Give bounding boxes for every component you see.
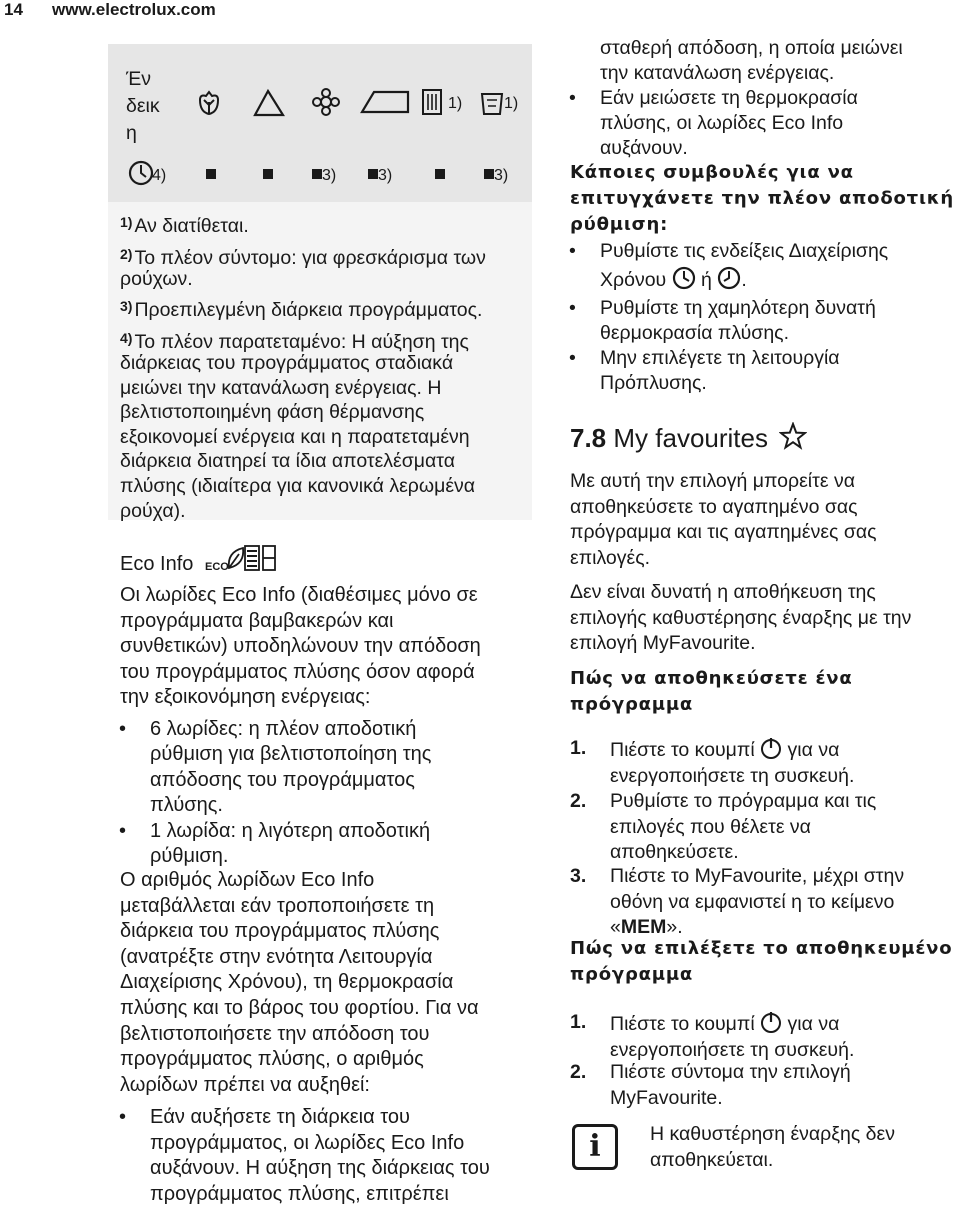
- text-line: Η καθυστέρηση έναρξης δεν: [650, 1123, 895, 1145]
- section-title: My favourites: [613, 423, 768, 453]
- text-fragment: .: [741, 269, 747, 291]
- text-line: πρόγραμμα: [570, 964, 694, 985]
- option-available-mark: [206, 169, 216, 179]
- iron-icon: [252, 88, 286, 118]
- text-line: Διαχείρισης Χρόνου), τη θερμοκρασία: [120, 971, 454, 994]
- text-line: ρούχα).: [120, 499, 186, 522]
- text-line: την εξοικονόμηση ενέργειας:: [120, 686, 371, 709]
- eco-info-intro: [120, 583, 540, 711]
- page-number: 14: [4, 0, 23, 19]
- text-line: Ο αριθμός λωρίδων Eco Info: [120, 869, 375, 891]
- eco-info-title: Eco Info: [120, 553, 194, 575]
- footnote-number: 4): [120, 330, 133, 346]
- text-line: Με αυτή την επιλογή μπορείτε να: [570, 470, 855, 492]
- text-line: Πιέστε το MyFavourite, μέχρι στην: [610, 865, 905, 887]
- select-program-heading: [570, 936, 955, 988]
- text-line: προγράμματος πλύσης, ο αριθμός: [120, 1048, 424, 1071]
- text-line: επιλογής καθυστέρησης έναρξης με την: [570, 606, 912, 629]
- text-line: ενεργοποιήσετε τη συσκευή.: [610, 1038, 855, 1061]
- bullet-mark: •: [569, 240, 576, 262]
- eco-info-paragraph: [120, 868, 540, 1098]
- text-line: αυξάνουν. Η αύξηση της διάρκειας του: [150, 1157, 490, 1180]
- footnote-text: Προεπιλεγμένη διάρκεια προγράμματος.: [134, 299, 483, 321]
- text-line: λωρίδων πρέπει να αυξηθεί:: [120, 1073, 370, 1096]
- tips-heading: [570, 160, 955, 238]
- option-available-mark: [484, 169, 494, 179]
- info-icon: i: [572, 1124, 618, 1170]
- text-line: 1 λωρίδα: η λιγότερη αποδοτική: [150, 820, 431, 842]
- text-line: εξοικονομεί ενέργεια και η παρατεταμένη: [120, 425, 470, 448]
- save-step-1: [570, 736, 955, 792]
- text-line: επιλογή MyFavourite.: [570, 632, 756, 655]
- text-fragment: για να: [787, 739, 840, 761]
- drop-snowflake-icon: [312, 88, 340, 116]
- time-manager-icon: [128, 160, 154, 186]
- option-available-mark: [368, 169, 378, 179]
- text-line: βελτιστοποιήσετε την απόδοση του: [120, 1022, 430, 1045]
- tip-lowest-temp: [569, 296, 955, 346]
- text-line: μεταβάλλεται εάν τροποποιήσετε τη: [120, 894, 435, 917]
- footnote-text: Το πλέον σύντομο: για φρεσκάρισμα των: [134, 247, 486, 269]
- text-line: Πρόπλυσης.: [600, 371, 707, 394]
- text-line: [610, 1010, 854, 1038]
- text-line: πλύσης, οι λωρίδες Eco Info: [600, 111, 844, 134]
- text-line: πλύσης και το βάρος του φορτίου. Για να: [120, 996, 479, 1019]
- text-fragment: ή: [701, 269, 712, 291]
- text-fragment: Χρόνου: [600, 269, 667, 291]
- bullet-mark: •: [119, 1106, 127, 1128]
- footnote-number: 1): [120, 214, 133, 230]
- text-line: προγράμματος, οι λωρίδες Eco Info: [150, 1131, 465, 1154]
- text-line: ρύθμιση για βελτιστοποίηση της: [150, 743, 432, 766]
- text-line: ενεργοποιήσετε τη συσκευή.: [610, 764, 855, 787]
- save-step-3: [570, 864, 955, 944]
- text-line: επιλογές.: [570, 546, 651, 569]
- select-step-1: [570, 1010, 955, 1066]
- table-row-label-line: η: [126, 122, 137, 144]
- footnote-text: Αν διατίθεται.: [134, 215, 249, 237]
- text-line: 6 λωρίδες: η πλέον αποδοτική: [150, 718, 417, 740]
- step-number: 1.: [570, 737, 587, 759]
- footnote-ref: 3): [494, 167, 509, 184]
- bullet-mark: •: [119, 820, 127, 842]
- option-available-mark: [263, 169, 273, 179]
- text-line: αποθηκεύσετε.: [610, 841, 739, 864]
- favourites-intro: [570, 469, 955, 571]
- table-row-label-line: Έν: [126, 68, 152, 90]
- text-line: σταθερή απόδοση, η οποία μειώνει: [600, 37, 903, 59]
- text-line: διάρκεια του προγράμματος πλύσης: [120, 920, 440, 943]
- text-line: ρύθμιση:: [570, 214, 669, 235]
- footnote-ref: 3): [322, 167, 337, 184]
- text-line: [610, 736, 854, 764]
- text-fragment: ».: [666, 916, 683, 939]
- text-line: θερμοκρασία πλύσης.: [600, 321, 789, 344]
- text-line: βελτιστοποιημένη φάση θέρμανσης: [120, 401, 425, 424]
- footnote-ref: 1): [448, 95, 463, 112]
- eco-bullet-duration: [119, 1105, 550, 1207]
- save-program-heading: [570, 666, 955, 718]
- footnote-ref: 1): [504, 95, 519, 112]
- save-step-2: [570, 789, 955, 869]
- tip-prewash: [569, 346, 955, 396]
- text-line: πρόγραμμα: [570, 694, 694, 715]
- text-line: επιτυγχάνετε την πλέον αποδοτική: [570, 188, 954, 209]
- text-line: την κατανάλωση ενέργειας.: [600, 61, 835, 84]
- text-line: MyFavourite.: [610, 1086, 723, 1109]
- text-line: πλύσης (ιδιαίτερα για κανονικά λερωμένα: [120, 474, 476, 497]
- power-button-icon: [760, 736, 782, 760]
- bullet-mark: •: [569, 347, 576, 369]
- section-number: 7.8: [570, 423, 607, 453]
- text-line: Ρυθμίστε τη χαμηλότερη δυνατή: [600, 297, 876, 319]
- section-heading: [570, 422, 955, 454]
- step-number: 3.: [570, 865, 587, 887]
- text-fragment: για να: [787, 1013, 840, 1035]
- text-fragment: «: [610, 916, 621, 939]
- text-line: διάρκειας του προγράμματος σταδιακά: [120, 352, 454, 374]
- info-text: [650, 1122, 950, 1173]
- eco-bullet-1-bar: [119, 819, 540, 870]
- text-line: (ανατρέξτε στην ενότητα Λειτουργία: [120, 945, 433, 968]
- footnote-number: 2): [120, 246, 133, 262]
- footnote-ref: 4): [152, 167, 167, 184]
- text-fragment: Πιέστε το κουμπί: [610, 739, 755, 761]
- text-line: πρόγραμμα και τις αγαπημένες σας: [570, 521, 877, 544]
- option-available-mark: [312, 169, 322, 179]
- text-line: πλύσης.: [150, 794, 223, 817]
- display-text-mem: MEM: [620, 916, 667, 939]
- text-line: μειώνει την κατανάλωση ενέργειας. Η: [120, 376, 442, 399]
- bullet-mark: •: [119, 718, 127, 740]
- step-text: [610, 736, 854, 789]
- flower-icon: [196, 90, 222, 116]
- bullet-temperature: [569, 86, 955, 160]
- option-available-mark: [435, 169, 445, 179]
- text-line: Μην επιλέγετε τη λειτουργία: [600, 347, 840, 369]
- footnote-1: [120, 210, 540, 239]
- text-fragment: Πιέστε το κουμπί: [610, 1013, 755, 1035]
- text-line: Κάποιες συμβουλές για να: [570, 162, 854, 183]
- bullet-mark: •: [569, 87, 576, 109]
- gentle-wash-icon: [480, 88, 504, 116]
- eco-logo-text: ECO: [204, 561, 229, 573]
- text-line: του προγράμματος πλύσης όσον αφορά: [120, 660, 475, 683]
- text-line: Πώς να αποθηκεύσετε ένα: [570, 668, 853, 689]
- text-line: προγράμματα βαμβακερών και: [120, 609, 394, 632]
- footnote-3: [120, 294, 540, 323]
- text-line: οθόνη να εμφανιστεί η το κείμενο: [610, 890, 895, 913]
- eco-bullet-6-bars: [119, 717, 540, 819]
- step-number: 2.: [570, 1061, 587, 1083]
- table-row-label-line: δεικ: [126, 95, 160, 117]
- footnote-number: 3): [120, 298, 133, 314]
- table-row-label: [126, 66, 186, 147]
- page-header: [0, 0, 960, 24]
- spin-icon: [360, 90, 410, 114]
- text-line: Πιέστε σύντομα την επιλογή: [610, 1061, 851, 1083]
- drying-hanger-icon: [420, 88, 444, 116]
- time-manager-icon: [672, 266, 696, 290]
- footnote-ref: 3): [378, 167, 393, 184]
- header-url: www.electrolux.com: [52, 0, 216, 19]
- text-line: Ρυθμίστε τις ενδείξεις Διαχείρισης: [600, 240, 889, 262]
- text-line: Πώς να επιλέξετε το αποθηκευμένο: [570, 938, 953, 959]
- bullet-mark: •: [569, 297, 576, 319]
- text-line: Δεν είναι δυνατή η αποθήκευση της: [570, 581, 876, 603]
- step-text: [610, 1060, 851, 1111]
- text-line: Ρυθμίστε το πρόγραμμα και τις: [610, 790, 877, 812]
- program-options-table: [108, 44, 532, 202]
- footnote-4-body: [120, 351, 540, 523]
- text-line: αποθηκεύεται.: [650, 1148, 774, 1171]
- power-button-icon: [760, 1010, 782, 1034]
- text-line: αυξάνουν.: [600, 136, 688, 159]
- select-step-2: [570, 1060, 955, 1116]
- bullet-duration-continued: [600, 36, 955, 86]
- text-line: απόδοσης του προγράμματος: [150, 768, 415, 791]
- step-text: [610, 789, 876, 866]
- text-line: διάρκεια διατηρεί τα ίδια αποτελέσματα: [120, 450, 455, 473]
- step-text: [610, 1010, 854, 1063]
- text-line: αποθηκεύσετε το αγαπημένο σας: [570, 495, 858, 518]
- text-line: προγράμματος πλύσης, επιτρέπει: [150, 1182, 449, 1205]
- eco-info-heading: [120, 544, 540, 577]
- text-line: ρύθμιση.: [150, 845, 229, 868]
- step-text: [610, 864, 904, 941]
- text-line: Οι λωρίδες Eco Info (διαθέσιμες μόνο σε: [120, 584, 478, 606]
- text-line: Εάν αυξήσετε τη διάρκεια του: [150, 1106, 410, 1128]
- text-line: επιλογές που θέλετε να: [610, 815, 811, 838]
- tip-time-manager: [569, 237, 955, 295]
- star-icon: [779, 422, 807, 450]
- time-manager-icon: [717, 266, 741, 290]
- text-line: Εάν μειώσετε τη θερμοκρασία: [600, 87, 858, 109]
- step-number: 2.: [570, 790, 587, 812]
- favourites-note: [570, 580, 955, 657]
- footnote-2-cont: ρούχων.: [120, 268, 193, 290]
- eco-info-bars-icon: [205, 544, 281, 574]
- text-line: συνθετικών) υποδηλώνουν την απόδοση: [120, 635, 481, 658]
- step-number: 1.: [570, 1011, 587, 1033]
- footnote-text: Το πλέον παρατεταμένο: Η αύξηση της: [134, 331, 469, 353]
- text-line: [600, 266, 955, 295]
